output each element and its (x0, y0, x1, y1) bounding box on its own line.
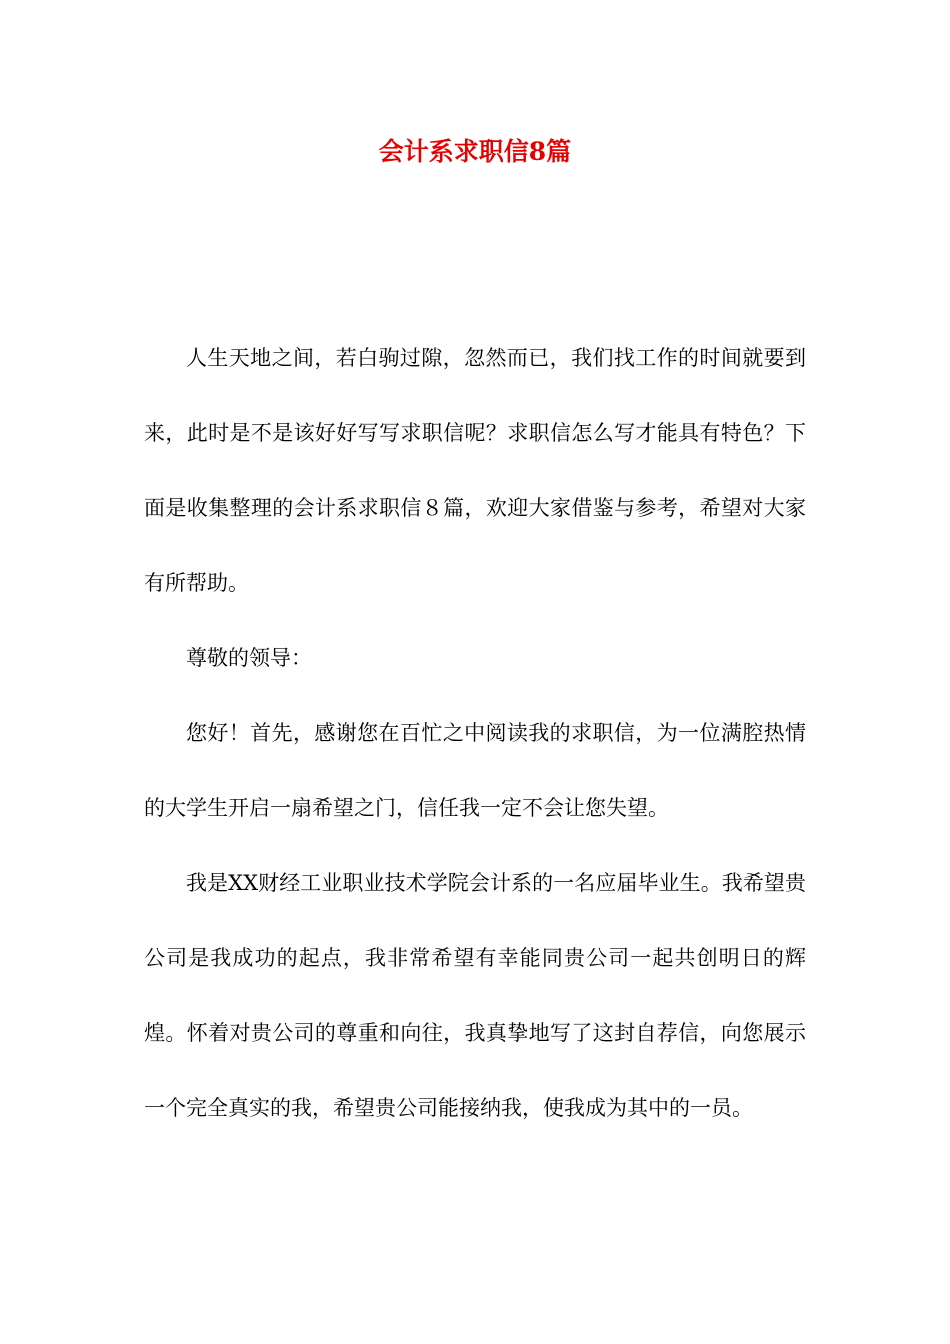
paragraph-greeting: 您好！首先，感谢您在百忙之中阅读我的求职信，为一位满腔热情的大学生开启一扇希望之门，信任我一定不会让您失望。 (144, 721, 806, 820)
paragraph-intro: 人生天地之间，若白驹过隙，忽然而已，我们找工作的时间就要到来，此时是不是该好好写写求职信呢？求职信怎么写才能具有特色？下面是收集整理的会计系求职信８篇，欢迎大家借鉴与参考，希望对大家有所帮助。 (144, 346, 806, 595)
paragraph-self-introduction: 我是XX财经工业职业技术学院会计系的一名应届毕业生。我希望贵公司是我成功的起点，我非常希望有幸能同贵公司一起共创明日的辉煌。怀着对贵公司的尊重和向往，我真挚地写了这封自荐信，向您展示一个完全真实的我，希望贵公司能接纳我，使我成为其中的一员。 (144, 871, 806, 1120)
document-title: 会计系求职信8篇 (378, 137, 572, 166)
paragraph-salutation: 尊敬的领导： (186, 646, 312, 670)
document-body (144, 321, 806, 1146)
